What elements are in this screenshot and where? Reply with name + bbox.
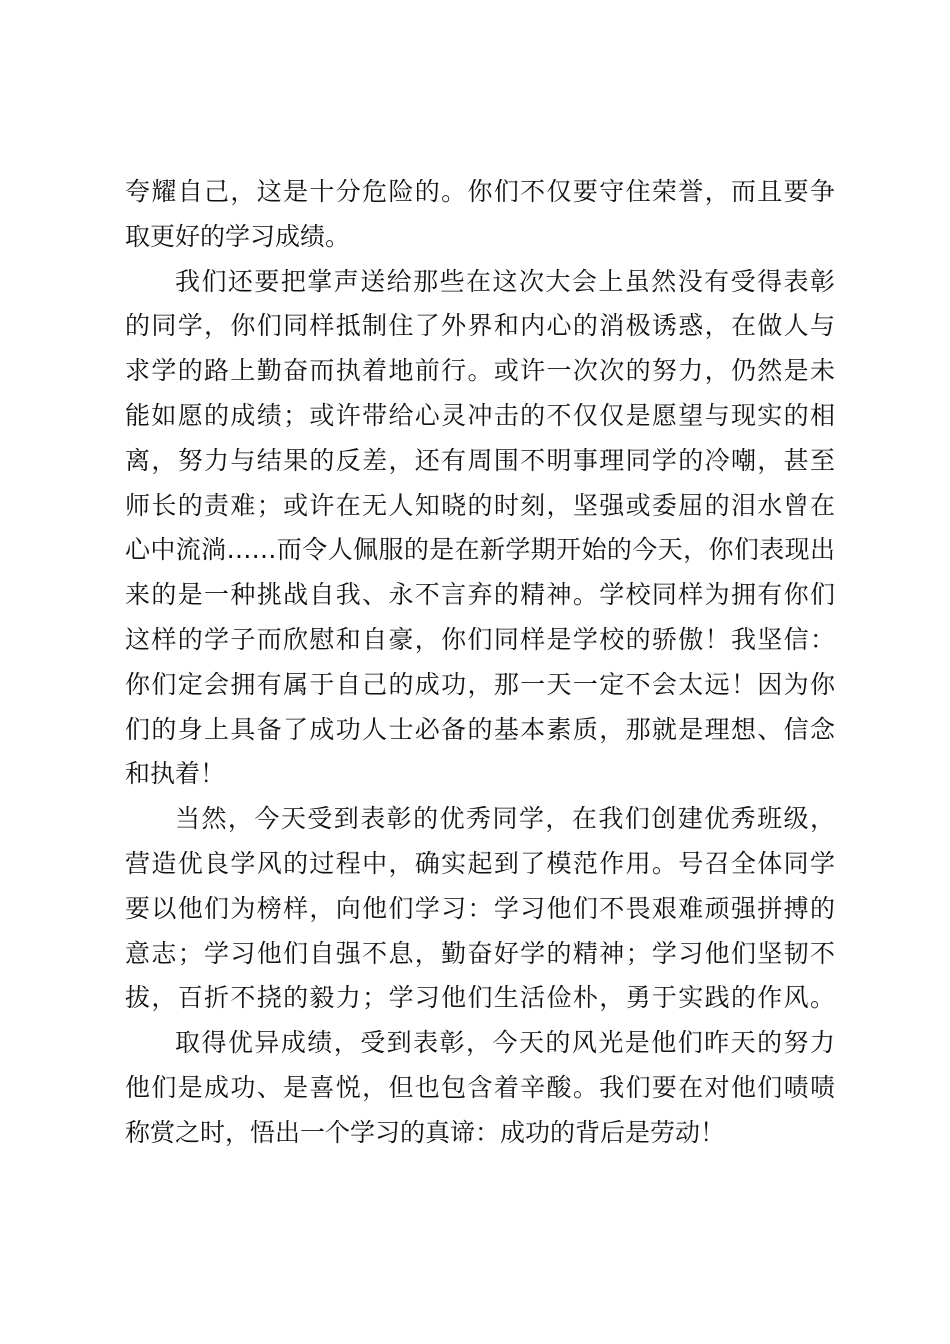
- text-line: 拔，百折不挠的毅力；学习他们生活俭朴，勇于实践的作风。: [125, 983, 835, 1013]
- text-line: 当然，今天受到表彰的优秀同学，在我们创建优秀班级，: [175, 804, 835, 834]
- text-line: 来的是一种挑战自我、永不言弃的精神。学校同样为拥有你们: [125, 580, 835, 610]
- paragraph-2: [125, 260, 835, 798]
- text-line: 们的身上具备了成功人士必备的基本素质，那就是理想、信念: [125, 714, 835, 744]
- paragraph-3: [125, 797, 835, 1021]
- text-line: 和执着！: [125, 759, 226, 789]
- text-line: 取更好的学习成绩。: [125, 221, 351, 251]
- text-line: 称赏之时，悟出一个学习的真谛：成功的背后是劳动！: [125, 1117, 726, 1147]
- body-text: [125, 170, 835, 1156]
- text-line: 你们定会拥有属于自己的成功，那一天一定不会太远！因为你: [125, 669, 835, 699]
- text-line: 要以他们为榜样，向他们学习：学习他们不畏艰难顽强拼搏的: [125, 893, 835, 923]
- text-line: 能如愿的成绩；或许带给心灵冲击的不仅仅是愿望与现实的相: [125, 400, 835, 430]
- text-line: 意志；学习他们自强不息，勤奋好学的精神；学习他们坚韧不: [125, 938, 835, 968]
- text-line: 夸耀自己，这是十分危险的。你们不仅要守住荣誉，而且要争: [125, 177, 835, 206]
- text-line: 的同学，你们同样抵制住了外界和内心的消极诱惑，在做人与: [125, 311, 835, 341]
- paragraph-1: [125, 170, 835, 260]
- text-line: 心中流淌……而令人佩服的是在新学期开始的今天，你们表现出: [125, 535, 835, 565]
- text-line: 这样的学子而欣慰和自豪，你们同样是学校的骄傲！我坚信：: [125, 624, 835, 654]
- text-line: 营造优良学风的过程中，确实起到了模范作用。号召全体同学: [125, 848, 835, 878]
- text-line: 求学的路上勤奋而执着地前行。或许一次次的努力，仍然是未: [125, 356, 835, 386]
- text-line: 取得优异成绩，受到表彰，今天的风光是他们昨天的努力: [175, 1028, 835, 1058]
- text-line: 师长的责难；或许在无人知晓的时刻，坚强或委屈的泪水曾在: [125, 490, 835, 520]
- text-line: 他们是成功、是喜悦，但也包含着辛酸。我们要在对他们啧啧: [125, 1072, 835, 1102]
- paragraph-4: [125, 1021, 835, 1155]
- text-line: 我们还要把掌声送给那些在这次大会上虽然没有受得表彰: [175, 266, 835, 296]
- text-line: 离，努力与结果的反差，还有周围不明事理同学的冷嘲，甚至: [125, 445, 835, 475]
